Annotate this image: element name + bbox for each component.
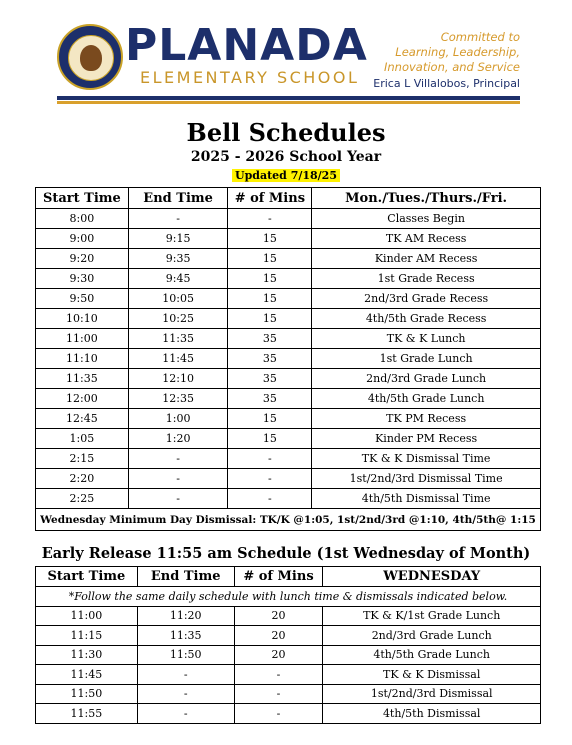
table-cell: - — [137, 684, 234, 704]
school-motto: Committed to Learning, Leadership, Innovation, and Service — [384, 30, 520, 74]
table-cell: 4th/5th Grade Lunch — [323, 645, 541, 665]
table-cell: Kinder PM Recess — [312, 429, 541, 449]
table-cell: 20 — [234, 645, 323, 665]
table-cell: 2nd/3rd Grade Recess — [312, 289, 541, 309]
table-cell: 9:45 — [128, 269, 228, 289]
column-header: End Time — [137, 567, 234, 587]
school-subtitle: ELEMENTARY SCHOOL — [140, 68, 360, 87]
table-cell: 1st/2nd/3rd Dismissal Time — [312, 469, 541, 489]
table-cell: 35 — [228, 389, 312, 409]
table-cell: - — [228, 489, 312, 509]
table-cell: TK & K Dismissal Time — [312, 449, 541, 469]
column-header: Start Time — [36, 567, 138, 587]
table-cell: 11:20 — [137, 606, 234, 626]
table-cell: 11:15 — [36, 626, 138, 646]
table-cell: 9:30 — [36, 269, 129, 289]
table-cell: 35 — [228, 329, 312, 349]
table-cell: 11:10 — [36, 349, 129, 369]
table-row — [36, 489, 541, 509]
table-row — [36, 606, 541, 626]
table-cell: 20 — [234, 626, 323, 646]
table-cell: 10:25 — [128, 309, 228, 329]
table-row — [36, 684, 541, 704]
column-header: Mon./Tues./Thurs./Fri. — [312, 188, 541, 209]
table-cell: 10:05 — [128, 289, 228, 309]
table-cell: - — [228, 469, 312, 489]
table-cell: 35 — [228, 349, 312, 369]
table-cell: 15 — [228, 269, 312, 289]
table-cell: 15 — [228, 249, 312, 269]
table-cell: TK PM Recess — [312, 409, 541, 429]
table-cell: 11:35 — [36, 369, 129, 389]
table-row — [36, 349, 541, 369]
table-cell: 10:10 — [36, 309, 129, 329]
table-cell: 4th/5th Dismissal Time — [312, 489, 541, 509]
table-cell: - — [234, 684, 323, 704]
table-cell: 15 — [228, 289, 312, 309]
table-cell: 4th/5th Grade Recess — [312, 309, 541, 329]
table-cell: 4th/5th Grade Lunch — [312, 389, 541, 409]
regular-schedule-table — [35, 187, 541, 531]
updated-badge: Updated 7/18/25 — [232, 169, 340, 182]
column-header: WEDNESDAY — [323, 567, 541, 587]
table-row — [36, 329, 541, 349]
table-row — [36, 449, 541, 469]
table-cell: 2:25 — [36, 489, 129, 509]
table-cell: 35 — [228, 369, 312, 389]
table-cell: - — [228, 449, 312, 469]
table-cell: 11:00 — [36, 329, 129, 349]
table-cell: 11:30 — [36, 645, 138, 665]
table-cell: 1st Grade Recess — [312, 269, 541, 289]
early-release-heading: Early Release 11:55 am Schedule (1st Wednesday of Month) — [41, 545, 531, 562]
table-row — [36, 645, 541, 665]
table-cell: 11:45 — [36, 665, 138, 685]
table-cell: 12:10 — [128, 369, 228, 389]
table-cell: 11:50 — [137, 645, 234, 665]
table-row — [36, 409, 541, 429]
table-cell: 11:00 — [36, 606, 138, 626]
school-year: 2025 - 2026 School Year — [190, 149, 382, 165]
table-row — [36, 369, 541, 389]
table-cell: 11:45 — [128, 349, 228, 369]
table-cell: - — [128, 209, 228, 229]
table-header-row — [36, 188, 541, 209]
table-cell: 11:55 — [36, 704, 138, 724]
table-row — [36, 249, 541, 269]
table-cell: 8:00 — [36, 209, 129, 229]
table-cell: Classes Begin — [312, 209, 541, 229]
page-title: Bell Schedules — [186, 118, 386, 147]
table-cell: 12:35 — [128, 389, 228, 409]
table-cell: 12:00 — [36, 389, 129, 409]
early-release-table — [35, 566, 541, 724]
table-cell: 1st/2nd/3rd Dismissal — [323, 684, 541, 704]
table-cell: 4th/5th Dismissal — [323, 704, 541, 724]
table-cell: 9:50 — [36, 289, 129, 309]
table-cell: 1:05 — [36, 429, 129, 449]
table-cell: 9:00 — [36, 229, 129, 249]
table-cell: TK & K Dismissal — [323, 665, 541, 685]
table-row — [36, 269, 541, 289]
table-cell: 11:35 — [128, 329, 228, 349]
table-cell: 1st Grade Lunch — [312, 349, 541, 369]
table-cell: - — [234, 665, 323, 685]
table-cell: 15 — [228, 229, 312, 249]
table-cell: TK AM Recess — [312, 229, 541, 249]
school-seal-logo — [57, 24, 123, 90]
table-cell: - — [128, 489, 228, 509]
table-row — [36, 704, 541, 724]
table-cell: 15 — [228, 429, 312, 449]
table-cell: Kinder AM Recess — [312, 249, 541, 269]
table-row — [36, 469, 541, 489]
table-cell: 12:45 — [36, 409, 129, 429]
letterhead — [0, 0, 572, 110]
table-row — [36, 665, 541, 685]
table-cell: 11:35 — [137, 626, 234, 646]
table-cell: 2:20 — [36, 469, 129, 489]
divider-navy — [57, 96, 520, 100]
table-cell: 2:15 — [36, 449, 129, 469]
column-header: # of Mins — [228, 188, 312, 209]
footer-row — [36, 509, 541, 531]
table-cell: 1:00 — [128, 409, 228, 429]
divider-gold — [57, 101, 520, 104]
table-cell: 2nd/3rd Grade Lunch — [323, 626, 541, 646]
minimum-day-note: Wednesday Minimum Day Dismissal: TK/K @1:05, 1st/2nd/3rd @1:10, 4th/5th@ 1:15 — [36, 509, 541, 531]
table-row — [36, 229, 541, 249]
table-cell: - — [137, 704, 234, 724]
table-cell: TK & K/1st Grade Lunch — [323, 606, 541, 626]
school-name: PLANADA — [125, 20, 368, 71]
table-cell: - — [228, 209, 312, 229]
table-row — [36, 389, 541, 409]
column-header: Start Time — [36, 188, 129, 209]
table-cell: 15 — [228, 309, 312, 329]
table-cell: 9:20 — [36, 249, 129, 269]
table-row — [36, 309, 541, 329]
table-cell: - — [128, 449, 228, 469]
table-row — [36, 429, 541, 449]
schedule-note: *Follow the same daily schedule with lunch time & dismissals indicated below. — [36, 587, 541, 607]
column-header: # of Mins — [234, 567, 323, 587]
principal-name: Erica L Villalobos, Principal — [373, 77, 520, 90]
table-header-row — [36, 567, 541, 587]
table-row — [36, 289, 541, 309]
table-cell: TK & K Lunch — [312, 329, 541, 349]
table-cell: 15 — [228, 409, 312, 429]
note-row — [36, 587, 541, 607]
table-cell: - — [137, 665, 234, 685]
table-cell: 1:20 — [128, 429, 228, 449]
table-row — [36, 626, 541, 646]
table-cell: - — [128, 469, 228, 489]
mascot-icon — [80, 45, 102, 71]
table-cell: 9:35 — [128, 249, 228, 269]
table-cell: 11:50 — [36, 684, 138, 704]
table-row — [36, 209, 541, 229]
table-cell: 20 — [234, 606, 323, 626]
column-header: End Time — [128, 188, 228, 209]
table-cell: - — [234, 704, 323, 724]
table-cell: 9:15 — [128, 229, 228, 249]
table-cell: 2nd/3rd Grade Lunch — [312, 369, 541, 389]
